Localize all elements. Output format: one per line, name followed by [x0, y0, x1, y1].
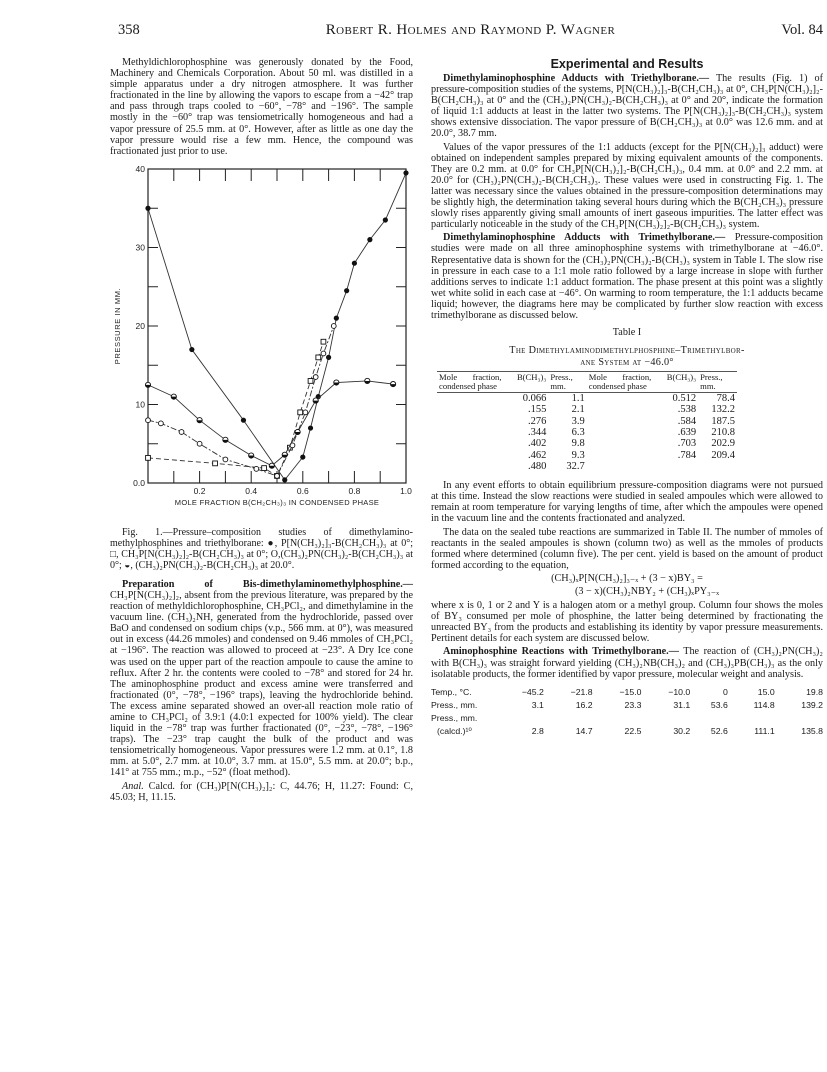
filled-circle-point — [300, 454, 305, 459]
volume-label: Vol. 84 — [781, 22, 823, 38]
temperature-label: Temp., °C. — [431, 686, 472, 697]
trimethylborane-heading: Dimethylaminophosphine Adducts with Trimethylborane.— — [443, 232, 726, 244]
vp-cell: 52.6 — [710, 725, 728, 736]
table1-cell: 78.4 — [716, 393, 735, 405]
open-circle-point — [303, 410, 308, 415]
table1-header: Press., mm. — [548, 372, 586, 393]
table1-cell: 3.9 — [571, 415, 585, 427]
filled-circle-point — [282, 477, 287, 482]
x-tick-label: 0.2 — [193, 485, 206, 496]
filled-circle-point — [308, 425, 313, 430]
left-column — [110, 57, 413, 805]
x-tick-label: 0.6 — [296, 485, 309, 496]
right-column — [431, 57, 823, 738]
table1-cell: .344 — [527, 426, 547, 438]
series-line-3 — [148, 381, 393, 466]
vp-cell: −45.2 — [521, 686, 544, 697]
square-point — [298, 410, 303, 415]
table1-header: Mole fraction, B(CH₃)₃ condensed phase — [439, 372, 547, 392]
sealed-ampoule-paragraph: In any event efforts to obtain equilibrium pressure-composition diagrams were not pursued at this time. Instead the slow reactions were studied in sealed ampoules which were allowed to remain at room temperature for varying lengths of time, after which the ampoules were opened in the vacuum line and the contents fractionated and analyzed. — [431, 480, 823, 525]
vp-cell: −10.0 — [668, 686, 691, 697]
square-point — [308, 378, 313, 383]
filled-circle-point — [383, 217, 388, 222]
vp-cell: 2.8 — [531, 725, 544, 736]
table1-cell: 0.512 — [672, 393, 697, 405]
aminophosphine-text: The reaction of (CH₃)₂PN(CH₃)₂ with B(CH₃)₃ was straight forward yielding (CH₃)₂NB(CH₃)₂ and (CH₃)₃PB(CH₃)₃ as the only isolatable products, the former identified by vapor pressure, molecular weight and analysis. — [431, 646, 823, 680]
open-circle-point — [254, 466, 259, 471]
vp-cell: 135.8 — [801, 725, 823, 736]
y-tick-label: 20 — [135, 320, 145, 331]
vp-cell: 30.2 — [673, 725, 691, 736]
vp-cell: 3.1 — [531, 699, 544, 710]
table1-cell: .462 — [527, 449, 547, 461]
table1-cell: 210.8 — [711, 426, 735, 438]
vp-cell: 111.1 — [754, 725, 775, 736]
table1-cell: 6.3 — [571, 426, 585, 438]
open-circle-point — [179, 429, 184, 434]
filled-circle-point — [367, 237, 372, 242]
table1-cell: 132.2 — [711, 404, 735, 416]
filled-circle-point — [241, 417, 246, 422]
equation-explanation-paragraph: where x is 0, 1 or 2 and Y is a halogen atom or a methyl group. Column four shows the moles of BY₃ consumed per mole of phosphine, the latter being determined by fractionating the unreacted BY₃ from the products and establishing its identity by vapor pressure measurements. Pertinent details for each system are discussed below. — [431, 600, 823, 645]
trimethylborane-text: Pressure-composition studies were made on all three aminophosphine systems with trimethylborane at −46.0°. Representative data is shown for the (CH₃)₂PN(CH₃)₂-B(CH₃)₃ system in Table I. The slow rise in pressure in each case to a 1:1 mole ratio followed by a large increase in slope with further additions serves to indicate 1:1 adduct formation. The phase present at this point was a slightly wet white solid in each case at −46°. On warming to room temperature, the 1:1 adducts became liquid; however, the diagrams here may be complicated by further slow reaction with excess trimethylborane as discussed below. — [431, 232, 824, 321]
filled-circle-point — [334, 315, 339, 320]
table1-cell: .639 — [677, 426, 697, 438]
table1-row — [437, 450, 737, 461]
square-point — [213, 461, 218, 466]
triethylborane-paragraph — [431, 73, 823, 140]
table1-cell: 187.5 — [711, 415, 735, 427]
pressure-label: Press., mm. — [431, 699, 478, 710]
filled-circle-point — [352, 260, 357, 265]
table1-header: Press., mm. — [698, 372, 737, 393]
table1-cell: .538 — [677, 404, 697, 416]
y-tick-label: 40 — [135, 163, 145, 174]
preparation-paragraph — [110, 579, 413, 779]
series-line-2 — [148, 326, 334, 476]
table1-cell: .480 — [527, 460, 547, 472]
table1-cell: .276 — [527, 415, 547, 427]
analysis-text: Calcd. for (CH₃)P[N(CH₃)₂]₂: C, 44.76; H, 11.27: Found: C, 45.03; H, 11.15. — [110, 780, 413, 803]
vp-cell: 15.0 — [757, 686, 775, 697]
figure-caption: Fig. 1.—Pressure–composition studies of dimethylamino-methylphosphines and triethylborane: ●, P[N(CH₃)₂]₃-B(CH₂CH₃)₃ at 0°; □, CH₃P[N(CH₃)₂]₂-B(CH₂CH₃)₃ at 0°; O,(CH₃)₂PN(CH₃)₂-B(CH₂CH₃)₃ at 0°; ◒, (CH₃)₂PN(CH₃)₂-B(CH₂CH₃)₃ at 20.0°. — [110, 526, 413, 571]
table1-row — [437, 438, 737, 449]
open-circle-point — [275, 473, 280, 478]
pressure-row — [431, 699, 823, 712]
vp-cell: 19.8 — [806, 686, 823, 697]
vp-cell: 14.7 — [575, 725, 593, 736]
table1-cell: 2.1 — [571, 404, 585, 416]
square-point — [321, 339, 326, 344]
open-circle-point — [197, 441, 202, 446]
x-tick-label: 0.4 — [245, 485, 258, 496]
vp-cell: 16.2 — [575, 699, 593, 710]
x-tick-label: 0.8 — [348, 485, 361, 496]
table1-cell: 32.7 — [566, 460, 585, 472]
open-circle-point — [321, 351, 326, 356]
reaction-equation-line1: (CH₃)ₓP[N(CH₃)₂]₃₋ₓ + (3 − x)BY₃ = — [551, 572, 703, 584]
temperature-row — [431, 686, 823, 699]
table1-title-line2: ane System at −46.0° — [580, 357, 674, 369]
vapor-pressure-paragraph: Values of the vapor pressures of the 1:1 adducts (except for the P[N(CH₃)₂]₃ adduct) were obtained on independent samples prepared by mixing equivalent amounts of the components. They are 0.2 mm. at 0.0° for CH₃P[N(CH₃)₂]₂-B(CH₂CH₃)₃, 0.4 mm. at 0.0° and 2.2 mm. at 20.0° for (CH₃)₂PN(CH₃)₂-B(CH₂CH₃)₃. These values were used in constructing Fig. 1. The latter was necessary since the values obtained in the pressure-composition determinations may be slightly high, the determination taking several hours during which the B(CH₂CH₃)₃ pressure slowly rises apparently giving small amounts of inert gaseous impurities. The latter effect was particularly noticeable in the study of the CH₃P[N(CH₃)₂]₂-B(CH₂CH₃)₃ system. — [431, 141, 823, 231]
filled-circle-point — [344, 288, 349, 293]
vp-cell: 139.2 — [801, 699, 823, 710]
table1-cell: .784 — [677, 449, 697, 461]
series-line-0 — [148, 173, 406, 480]
table2-summary-paragraph: The data on the sealed tube reactions are summarized in Table II. The number of mmoles of reactants in the sealed ampoules is shown (column two) as well as the mmoles of products formed where determined (column five). The per cent. yield is based on the amount of product formed according to the equation, — [431, 526, 823, 571]
table1-header: Mole fraction, B(CH₃)₃ condensed phase — [588, 372, 697, 392]
x-axis-label: MOLE FRACTION B(CH₂CH₃)₃ IN CONDENSED PHASE — [174, 497, 380, 507]
open-circle-point — [159, 421, 164, 426]
table1-cell: 9.3 — [571, 449, 585, 461]
vp-cell: 114.8 — [753, 699, 775, 710]
table1-row — [437, 404, 737, 415]
vp-cell: 22.5 — [624, 725, 642, 736]
section-title: Experimental and Results — [550, 57, 704, 71]
analysis-paragraph — [110, 781, 413, 803]
square-point — [146, 455, 151, 460]
y-tick-label: 30 — [135, 242, 145, 253]
y-tick-label: 0.0 — [133, 477, 145, 488]
table1-label: Table I — [612, 327, 642, 339]
intro-paragraph: Methyldichlorophosphine was generously donated by the Food, Machinery and Chemicals Corporation. About 50 ml. was distilled in a simple apparatus under a dry nitrogen atmosphere. It was further fractionated in the line by allowing the vapors to escape from a −42° trap and pass through traps cooled to −60°, −78° and −196°. The sample mostly in the −60° trap was tensiometrically homogeneous and had a vapor pressure of 25.5 mm. at 0°. However, after as little as one day the vapor pressure would rise a few mm. Hence, the compound was fractionated just prior to use. — [110, 57, 413, 157]
filled-circle-point — [189, 347, 194, 352]
vp-cell: −21.8 — [570, 686, 593, 697]
open-circle-point — [223, 457, 228, 462]
y-axis-label: PRESSURE IN MM. — [113, 287, 122, 365]
triethylborane-heading: Dimethylaminophosphine Adducts with Triethylborane.— — [443, 73, 710, 84]
table1-cell: .584 — [677, 415, 697, 427]
pressure-composition-chart — [110, 163, 413, 523]
table1-title-line1: The Dimethylaminodimethylphosphine–Trimethylbor- — [509, 345, 745, 357]
x-tick-label: 1.0 — [400, 485, 412, 496]
running-header — [118, 22, 823, 42]
table1-cell: .155 — [527, 404, 547, 416]
filled-circle-point — [145, 205, 150, 210]
calculated-label-line1: Press., mm. — [431, 712, 478, 723]
series-line-1 — [148, 342, 323, 476]
preparation-text: CH₃P[N(CH₃)₂]₂, absent from the previous literature, was prepared by the reaction of methyldichlorophosphine, CH₃PCl₂, and dimethylamine in the vacuum line. (CH₃)₂NH, generated from the hydrochloride, passed over BaO and condensed on sodium chips (v.p., 566 mm. at 0°), was measured out in excess (44.26 mmoles) and condensed on 9.46 mmoles of CH₃PCl₂ at −196°. The reaction was allowed to proceed at −23°. A Dry Ice cone was used on the upper part of the reaction ampoule to cause the amine to reflux. After 2 hr. the contents were cooled to −78° and stored for 24 hr. The aminophosphine product and excess amine were transferred and fractionated (0°, −78°, −196° traps), leaving the hydrochloride behind. The excess amine separated showed an over-all reaction mole ratio of amine to CH₃PCl₂ of 3.9:1 (4.0:1 expected for 100% yield). The clear liquid in the −78° trap was further fractionated (0°, −23°, −78°, −196° traps). The −23° trap caught the bulk of the product and was tensiometrically homogeneous. Vapor pressures were 1.2 mm. at 0.1°, 1.8 mm. at 5.0°, 2.7 mm. at 10.0°, 3.7 mm. at 15.0°, 5.5 mm. at 20.0°; b.p., 141° at 755 mm.; m.p., −52° (float method). — [110, 589, 413, 779]
calculated-pressure-row — [431, 725, 823, 738]
table-1 — [437, 371, 737, 472]
calculated-label-row — [431, 712, 823, 725]
figure-1 — [110, 163, 413, 523]
aminophosphine-heading: Aminophosphine Reactions with Trimethylborane.— — [443, 646, 679, 658]
aminophosphine-paragraph — [431, 646, 823, 679]
table1-cell: .402 — [527, 438, 547, 450]
y-tick-label: 10 — [135, 399, 145, 410]
preparation-heading: Preparation of Bis-dimethylaminomethylphosphine.— — [122, 578, 413, 590]
square-point — [262, 466, 267, 471]
reaction-equation-line2: (3 − x)(CH₃)₂NBY₂ + (CH₃)ₓPY₃₋ₓ — [574, 585, 720, 597]
table1-row — [437, 427, 737, 438]
table1-cell: .703 — [677, 438, 697, 450]
vp-cell: −15.0 — [619, 686, 642, 697]
triethylborane-text: The results (Fig. 1) of pressure-composition studies of the systems, P[N(CH₃)₂]₃-B(CH₂CH₃)₃ at 0°, CH₃P[N(CH₃)₂]₂-B(CH₂CH₃)₃ at 0° and the (CH₃)₂PN(CH₃)₂-B(CH₂CH₃)₃ at 0° and 20°, indicate the formation of liquid 1:1 adducts at least in the latter two systems. The P[N(CH₃)₂]₃-B(CH₂CH₃)₃ system shows extensive dissociation. The vapor pressure of B(CH₂CH₃)₃ at 0.0° was 12.6 mm. and at 20.0°, 38.7 mm. — [431, 73, 823, 140]
vp-cell: 23.3 — [624, 699, 642, 710]
table1-cell: 209.4 — [711, 449, 735, 461]
vp-cell: 0 — [722, 686, 728, 697]
analysis-label: Anal. — [122, 780, 144, 792]
table1-cell: 0.066 — [522, 393, 547, 405]
filled-circle-point — [326, 355, 331, 360]
vp-cell: 31.1 — [673, 699, 691, 710]
table1-cell: 1.1 — [571, 393, 585, 405]
table1-cell: 202.9 — [711, 438, 735, 450]
page-number: 358 — [118, 22, 140, 38]
running-authors: Robert R. Holmes and Raymond P. Wagner — [325, 22, 616, 38]
table1-cell: 9.8 — [571, 438, 585, 450]
plot-frame — [148, 169, 406, 483]
table1-cell — [698, 461, 737, 472]
open-circle-point — [313, 374, 318, 379]
filled-circle-point — [403, 170, 408, 175]
open-circle-point — [331, 323, 336, 328]
table1-row — [437, 416, 737, 427]
table1-cell — [587, 461, 698, 472]
vp-cell: 53.6 — [710, 699, 728, 710]
open-circle-point — [146, 418, 151, 423]
trimethylborane-paragraph — [431, 232, 823, 321]
table1-row — [437, 461, 737, 472]
vapor-pressure-table — [431, 686, 823, 738]
calculated-label-line2: (calcd.)¹⁰ — [437, 725, 472, 736]
table1-row — [437, 393, 737, 405]
square-point — [316, 355, 321, 360]
